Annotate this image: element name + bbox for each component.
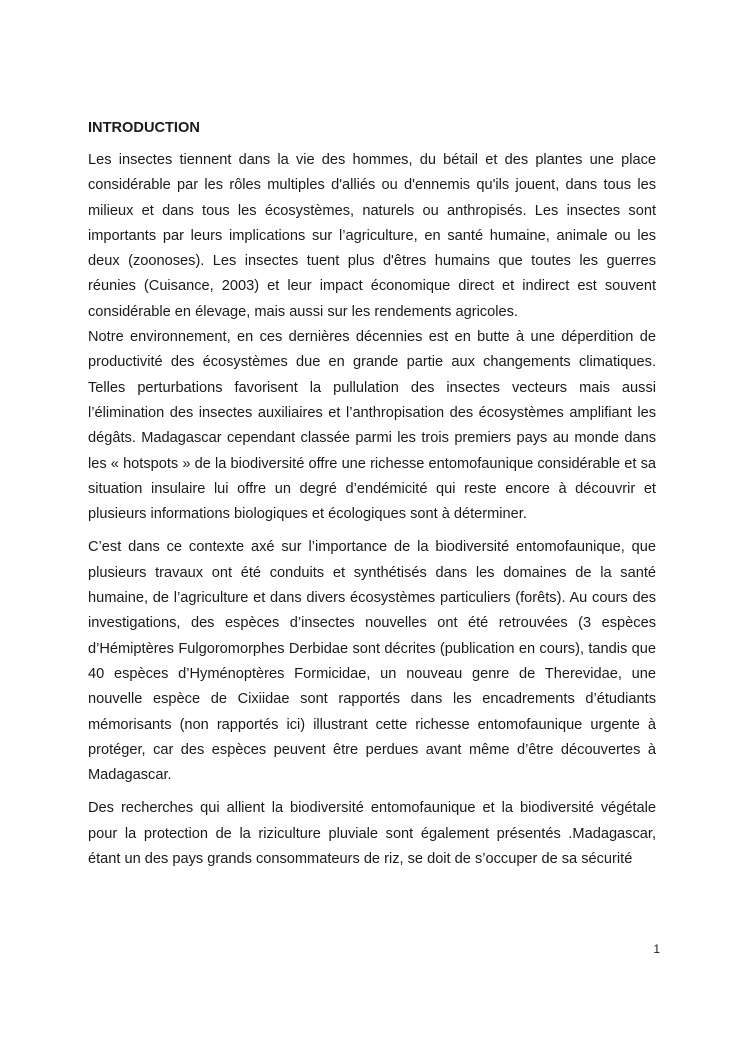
- paragraph-rice-research: Des recherches qui allient la biodiversité entomofaunique et la biodiversité végétale pour la protection de la riziculture pluviale sont également présentés .Madagascar, étant un des pays grands consommateurs de riz, se doit de s’occuper de sa sécurité: [88, 800, 656, 868]
- paragraph-context: C’est dans ce contexte axé sur l’importance de la biodiversité entomofaunique, que plusieurs travaux ont été conduits et synthétisés dans les domaines de la santé humaine, de l’agriculture et dans divers écosystèmes particuliers (forêts). Au cours des investigations, des espèces d’insectes nouvelles ont été retrouvées (3 espèces d’Hémiptères Fulgoromorphes Derbidae sont décrites (publication en cours), tandis que 40 espèces d’Hyménoptères Formicidae, un nouveau genre de Therevidae, une nouvelle espèce de Cixiidae sont rapportés dans les encadrements d’étudiants mémorisants (non rapportés ici) illustrant cette richesse entomofaunique urgente à protéger, car des espèces peuvent être perdues avant même d’être découvertes à Madagascar.: [88, 539, 656, 784]
- section-heading: INTRODUCTION: [88, 120, 200, 136]
- paragraph-environment: Notre environnement, en ces dernières décennies est en butte à une déperdition de productivité des écosystèmes due en grande partie aux changements climatiques. Telles perturbations favorisent la pullulation des insectes vecteurs mais aussi l’élimination des insectes auxiliaires et l’anthropisation des écosystèmes amplifiant les dégâts. Madagascar cependant classée parmi les trois premiers pays au monde dans les « hotspots » de la biodiversité offre une richesse entomofaunique considérable et sa situation insulaire lui offre un degré d’endémicité qui reste encore à découvrir et plusieurs informations biologiques et écologiques sont à déterminer.: [88, 329, 656, 523]
- page-content: [88, 116, 656, 872]
- page-number: 1: [653, 942, 660, 956]
- paragraph-insects-role: Les insectes tiennent dans la vie des hommes, du bétail et des plantes une place considérable par les rôles multiples d'alliés ou d'ennemis qu'ils jouent, dans tous les milieux et dans tous les écosystèmes, naturels ou anthropisés. Les insectes sont importants par leurs implications sur l’agriculture, en santé humaine, animale ou les deux (zoonoses). Les insectes tuent plus d'êtres humains que toutes les guerres réunies (Cuisance, 2003) et leur impact économique direct et indirect est souvent considérable en élevage, mais aussi sur les rendements agricoles.: [88, 152, 656, 320]
